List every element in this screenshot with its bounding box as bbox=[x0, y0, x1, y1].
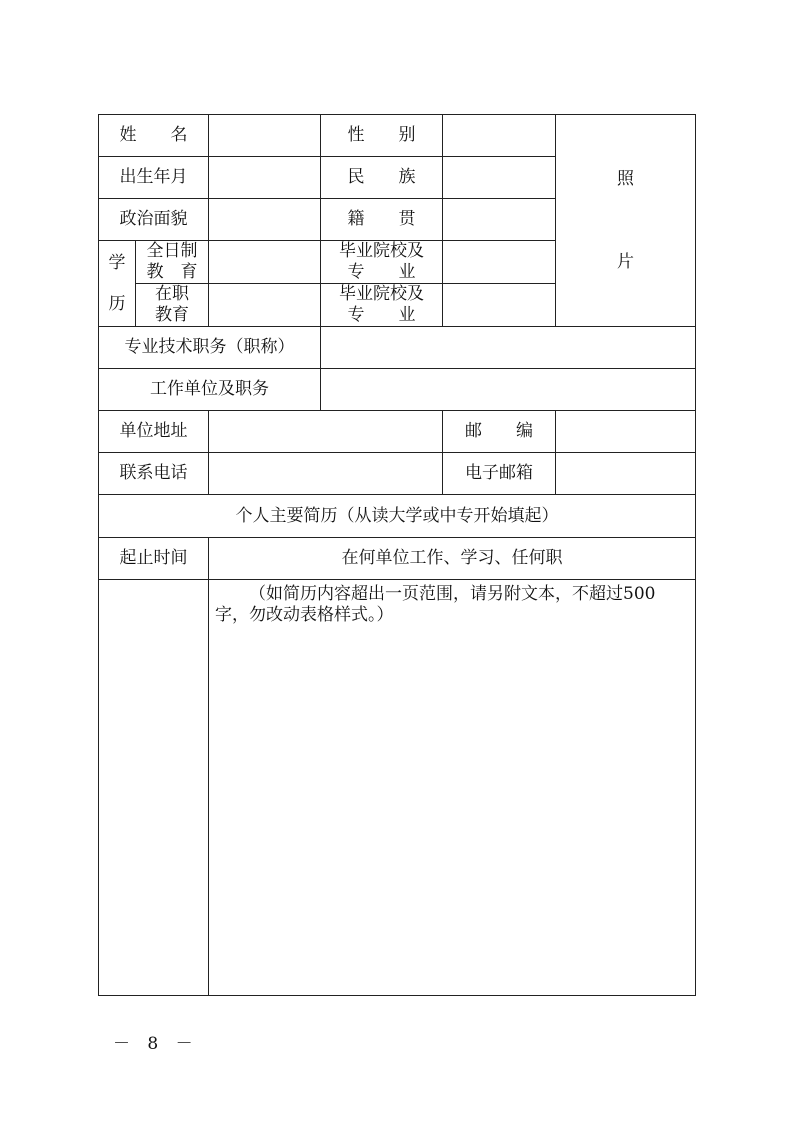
resume-detail-field[interactable] bbox=[209, 580, 696, 996]
period-field[interactable] bbox=[99, 580, 209, 996]
political-field[interactable] bbox=[209, 199, 321, 241]
school2-line-2: 专 业 bbox=[347, 305, 416, 325]
gender-label: 性 别 bbox=[321, 115, 443, 157]
fulltime-school-field[interactable] bbox=[443, 241, 556, 284]
fulltime-line-2: 教 育 bbox=[146, 262, 198, 282]
postcode-field[interactable] bbox=[556, 411, 696, 453]
fulltime-education-field[interactable] bbox=[209, 241, 321, 284]
school-line-1: 毕业院校及 bbox=[339, 241, 424, 261]
inservice-education-label bbox=[136, 284, 209, 327]
inservice-line-2: 教育 bbox=[155, 305, 189, 325]
registration-form-table bbox=[98, 114, 696, 996]
education-label bbox=[99, 241, 136, 327]
school-line-2: 专 业 bbox=[347, 262, 416, 282]
resume-note: （如简历内容超出一页范围，请另附文本，不超过500字，勿改动表格样式。） bbox=[215, 584, 656, 625]
native-place-field[interactable] bbox=[443, 199, 556, 241]
fulltime-education-label bbox=[136, 241, 209, 284]
school2-line-1: 毕业院校及 bbox=[339, 284, 424, 304]
photo-label-2: 片 bbox=[617, 251, 634, 272]
political-label: 政治面貌 bbox=[99, 199, 209, 241]
address-field[interactable] bbox=[209, 411, 443, 453]
birth-label: 出生年月 bbox=[99, 157, 209, 199]
work-unit-label: 工作单位及职务 bbox=[99, 369, 321, 411]
phone-field[interactable] bbox=[209, 453, 443, 495]
inservice-line-1: 在职 bbox=[155, 284, 189, 304]
gender-field[interactable] bbox=[443, 115, 556, 157]
inservice-education-field[interactable] bbox=[209, 284, 321, 327]
inservice-school-field[interactable] bbox=[443, 284, 556, 327]
detail-label: 在何单位工作、学习、任何职 bbox=[209, 538, 696, 580]
ethnicity-label: 民 族 bbox=[321, 157, 443, 199]
email-field[interactable] bbox=[556, 453, 696, 495]
fulltime-line-1: 全日制 bbox=[146, 241, 198, 261]
education-label-char-1: 学 bbox=[108, 252, 126, 273]
native-place-label: 籍 贯 bbox=[321, 199, 443, 241]
address-label: 单位地址 bbox=[99, 411, 209, 453]
photo-label-1: 照 bbox=[617, 168, 634, 189]
work-unit-field[interactable] bbox=[321, 369, 696, 411]
photo-box[interactable] bbox=[556, 115, 696, 327]
period-label: 起止时间 bbox=[99, 538, 209, 580]
professional-title-label: 专业技术职务（职称） bbox=[99, 327, 321, 369]
email-label: 电子邮箱 bbox=[443, 453, 556, 495]
page-number: － 8 － bbox=[113, 1034, 199, 1054]
birth-field[interactable] bbox=[209, 157, 321, 199]
name-label: 姓 名 bbox=[99, 115, 209, 157]
education-label-char-2: 历 bbox=[108, 293, 126, 314]
inservice-school-label bbox=[321, 284, 443, 327]
postcode-label: 邮 编 bbox=[443, 411, 556, 453]
phone-label: 联系电话 bbox=[99, 453, 209, 495]
fulltime-school-label bbox=[321, 241, 443, 284]
name-field[interactable] bbox=[209, 115, 321, 157]
professional-title-field[interactable] bbox=[321, 327, 696, 369]
resume-heading: 个人主要简历（从读大学或中专开始填起） bbox=[99, 495, 696, 538]
ethnicity-field[interactable] bbox=[443, 157, 556, 199]
